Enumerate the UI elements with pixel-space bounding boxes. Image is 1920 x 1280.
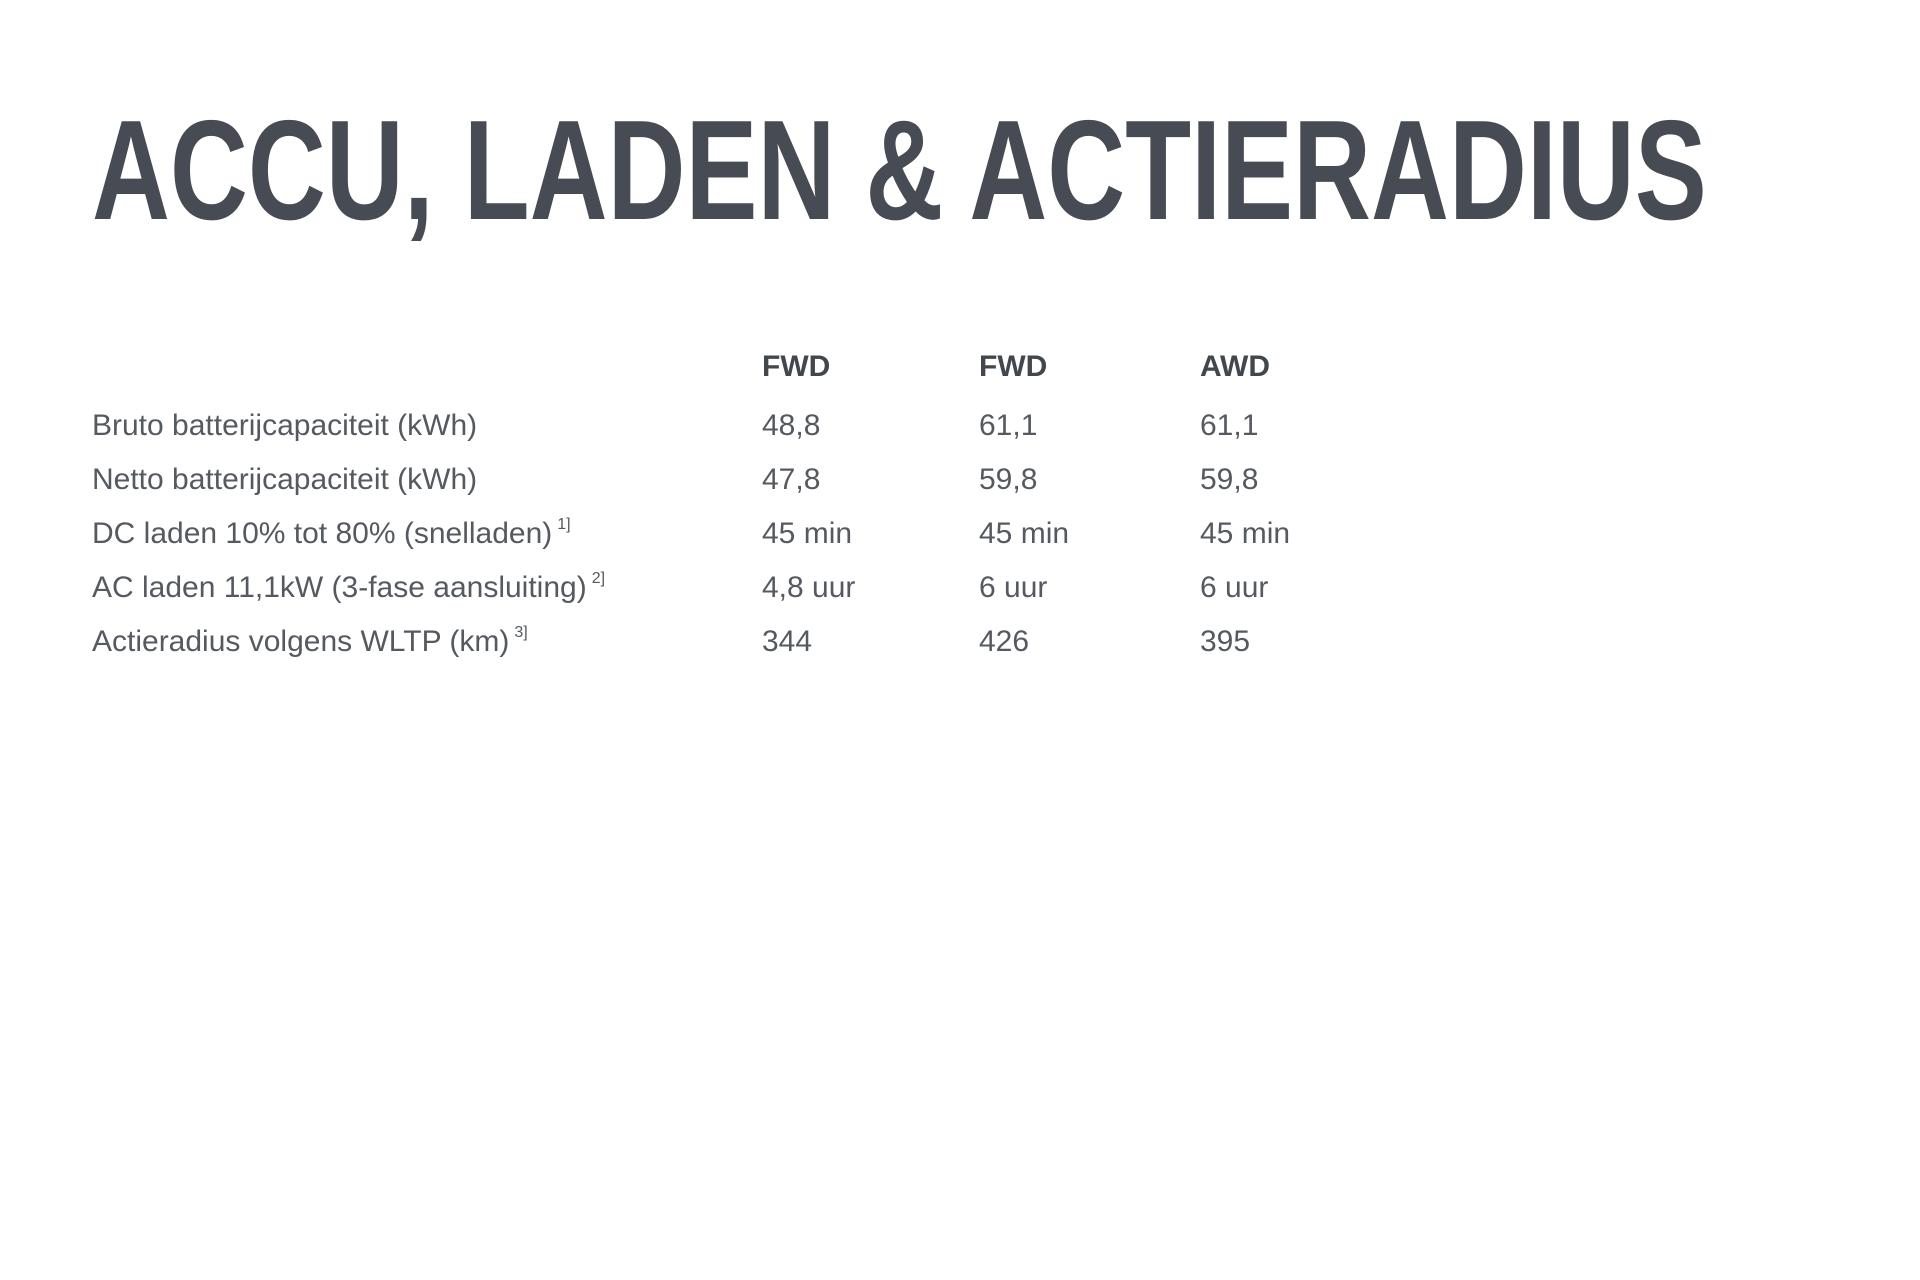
cell-value: 61,1 <box>979 409 1038 442</box>
row-label <box>92 453 762 507</box>
table-row-dc-laden <box>92 507 1692 561</box>
row-label-text: AC laden 11,1kW (3-fase aansluiting) <box>92 571 587 604</box>
cell-value: 426 <box>979 625 1030 658</box>
cell-value: 59,8 <box>979 463 1038 496</box>
row-label-text: Netto batterijcapaciteit (kWh) <box>92 463 478 496</box>
row-label <box>92 615 762 669</box>
cell-value: 45 min <box>762 517 853 550</box>
spec-table <box>92 340 1692 669</box>
footnote-ref: 1] <box>557 516 571 533</box>
cell-value: 6 uur <box>1200 571 1269 604</box>
footnote-ref: 2] <box>591 570 606 587</box>
row-label-text: Actieradius volgens WLTP (km) <box>92 625 510 658</box>
table-row-bruto-batterijcapaciteit <box>92 399 1692 453</box>
row-label <box>92 561 762 615</box>
cell-value: 61,1 <box>1200 409 1259 442</box>
cell-value: 4,8 uur <box>762 571 856 604</box>
row-label <box>92 507 762 561</box>
cell-value: 59,8 <box>1200 463 1259 496</box>
column-header-fwd-2: FWD <box>979 350 1048 383</box>
cell-value: 344 <box>762 625 813 658</box>
column-header-awd: AWD <box>1200 350 1270 383</box>
cell-value: 45 min <box>979 517 1070 550</box>
table-row-netto-batterijcapaciteit <box>92 453 1692 507</box>
row-label-text: Bruto batterijcapaciteit (kWh) <box>92 409 478 442</box>
cell-value: 395 <box>1200 625 1251 658</box>
footnote-ref: 3] <box>514 624 528 641</box>
table-row-ac-laden <box>92 561 1692 615</box>
cell-value: 47,8 <box>762 463 821 496</box>
page-title: ACCU, LADEN & ACTIERADIUS <box>92 91 1707 250</box>
cell-value: 6 uur <box>979 571 1048 604</box>
table-header-row <box>92 340 1692 399</box>
cell-value: 45 min <box>1200 517 1291 550</box>
row-label-text: DC laden 10% tot 80% (snelladen) <box>92 517 553 550</box>
row-label <box>92 399 762 453</box>
cell-value: 48,8 <box>762 409 821 442</box>
table-row-actieradius-wltp <box>92 615 1692 669</box>
column-header-fwd-1: FWD <box>762 350 831 383</box>
